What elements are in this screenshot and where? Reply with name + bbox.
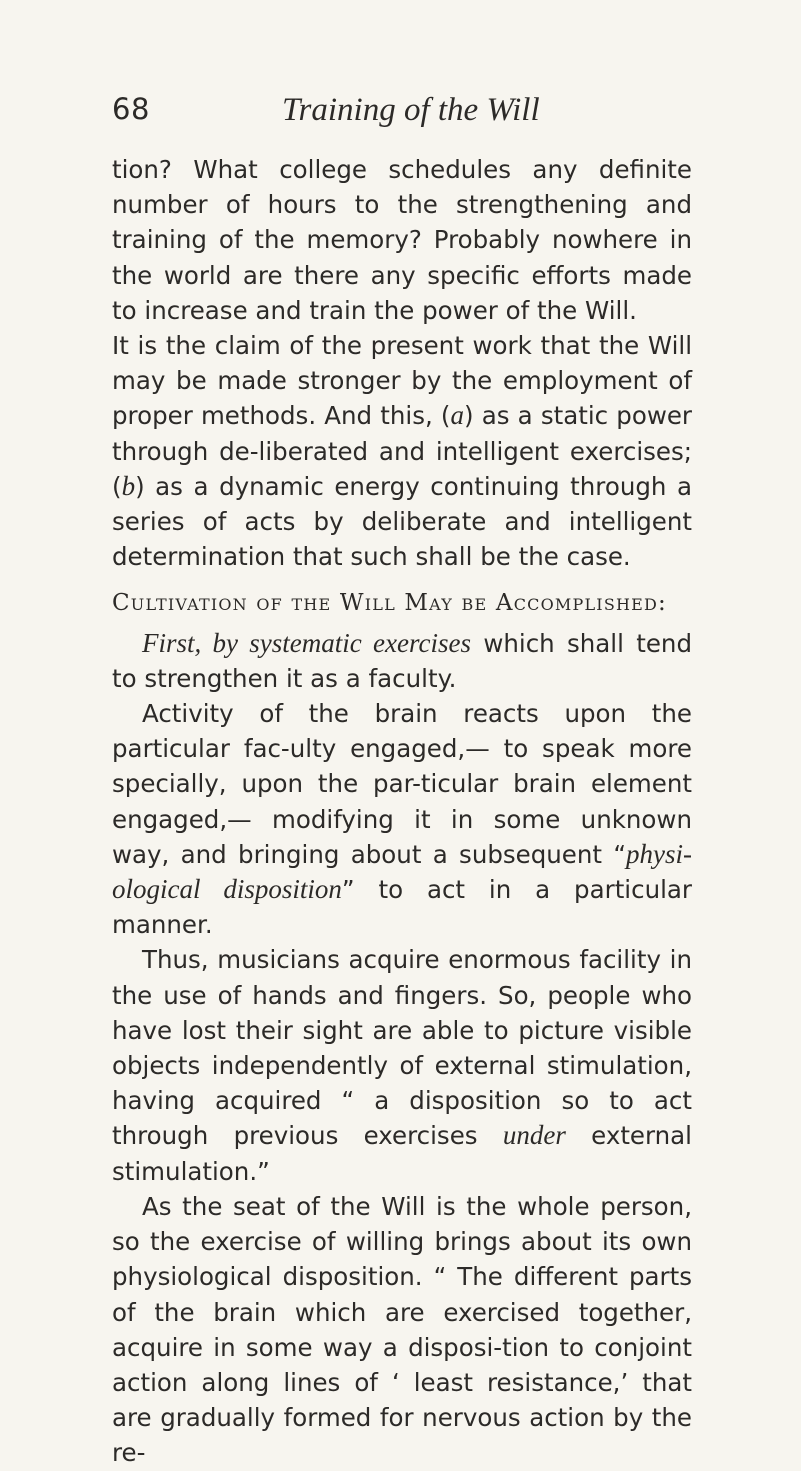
- paragraph-3-italic: First, by systematic exercises: [142, 627, 471, 658]
- body-text: [112, 152, 692, 1471]
- paragraph-2-letter-b: b: [121, 470, 136, 501]
- paragraph-6: As the seat of the Will is the whole person, so the exercise of willing brings about its own physiological disposition. “ The different parts of the brain which are exercised together, acquire in some way a disposi-tion to conjoint action along lines of ‘ least resistance,’ that are gradually formed for nervous action by the re-: [112, 1191, 692, 1468]
- paragraph-2-text-c: ) as a static power through de-liberated and intelligent exercises; (: [112, 401, 693, 501]
- paragraph-5-text-c: external stimulation.”: [112, 1121, 692, 1186]
- paragraph-3: [112, 626, 692, 696]
- paragraph-4: [112, 696, 692, 942]
- paragraph-4-text-a: Activity of the brain reacts upon the particular fac-ulty engaged,— to speak more specially, upon the par-ticular brain element engaged,— modifying it in some unknown way, and bringing about a subsequent “: [112, 699, 692, 869]
- paragraph-2: [112, 328, 692, 574]
- paragraph-5: [112, 942, 692, 1188]
- paragraph-2-letter-a: a: [450, 400, 464, 431]
- paragraph-2-text-e: ) as a dynamic energy continuing through a series of acts by deliberate and intelligent determination that such shall be the case.: [112, 471, 692, 572]
- paragraph-4-italic: physi-ological disposition: [112, 838, 692, 905]
- paragraph-2-text-a: It is the claim of the present work that the Will may be made stronger by the employment of proper methods. And this, (: [112, 331, 692, 431]
- paragraph-5-italic: under: [502, 1120, 566, 1151]
- paragraph-4-text-c: ” to act in a particular manner.: [112, 875, 693, 940]
- paragraph-3-rest: which shall tend to strengthen it as a faculty.: [112, 628, 692, 693]
- section-heading: Cultivation of the Will May be Accomplished:: [112, 590, 667, 617]
- running-title: Training of the Will: [282, 92, 540, 128]
- page-number: 68: [112, 92, 150, 126]
- page-header: [112, 92, 692, 142]
- paragraph-5-text-a: Thus, musicians acquire enormous facility in the use of hands and fingers. So, people who have lost their sight are able to picture visible objects independently of external stimulation, having acquired “ a disposition so to act through previous exercises: [112, 945, 692, 1151]
- paragraph-1: tion? What college schedules any definite number of hours to the strengthening and training of the memory? Probably nowhere in the world are there any specific efforts made to increase and train the power of the Will.: [112, 155, 692, 325]
